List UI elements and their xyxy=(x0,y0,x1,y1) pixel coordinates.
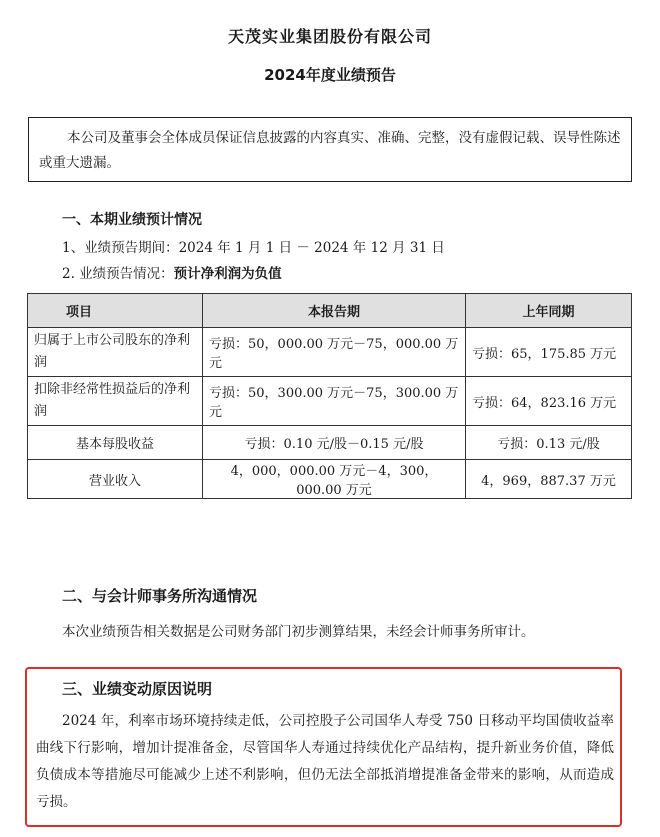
disclaimer-box xyxy=(28,117,632,182)
document-title: 2024年度业绩预告 xyxy=(264,66,396,84)
row-current: 4，000，000.00 万元－4，300，000.00 万元 xyxy=(203,460,466,499)
section3-heading: 三、业绩变动原因说明 xyxy=(62,680,213,698)
row-prior: 亏损：65，175.85 万元 xyxy=(466,328,632,377)
section3-text: 2024 年，利率市场环境持续走低，公司控股子公司国华人寿受 750 日移动平均国债收益率曲线下行影响，增加计提准备金，尽管国华人寿通过持续优化产品结构，提升新业务价值，降低负债成本等措施尽可能减少上述不利影响，但仍无法全部抵消增提准备金带来的影响，从而造成亏损。 xyxy=(36,713,614,810)
row-prior: 亏损：0.13 元/股 xyxy=(466,426,632,460)
row-item: 扣除非经常性损益后的净利润 xyxy=(28,377,203,426)
row-item: 基本每股收益 xyxy=(28,426,203,460)
section2-heading: 二、与会计师事务所沟通情况 xyxy=(62,587,258,605)
header-prior-period: 上年同期 xyxy=(466,294,632,328)
table-row xyxy=(28,426,632,460)
row-current: 亏损：0.10 元/股－0.15 元/股 xyxy=(203,426,466,460)
section1-heading: 一、本期业绩预计情况 xyxy=(62,212,202,228)
company-name: 天茂实业集团股份有限公司 xyxy=(227,27,432,46)
row-current: 亏损：50，300.00 万元－75，300.00 万元 xyxy=(203,377,466,426)
forecast-period: 1、业绩预告期间：2024 年 1 月 1 日 － 2024 年 12 月 31 日 xyxy=(62,240,445,256)
section3-paragraph xyxy=(36,708,614,816)
table-header-row xyxy=(28,294,632,328)
row-item: 营业收入 xyxy=(28,460,203,499)
row-prior: 4，969，887.37 万元 xyxy=(466,460,632,499)
disclaimer-text: 本公司及董事会全体成员保证信息披露的内容真实、准确、完整，没有虚假记载、误导性陈述或重大遗漏。 xyxy=(39,130,621,171)
table-row xyxy=(28,377,632,426)
forecast-situation-label: 2. 业绩预告情况： xyxy=(62,266,174,282)
performance-table xyxy=(27,293,632,499)
row-item: 归属于上市公司股东的净利润 xyxy=(28,328,203,377)
forecast-situation-value: 预计净利润为负值 xyxy=(173,266,282,282)
section2-text: 本次业绩预告相关数据是公司财务部门初步测算结果，未经会计师事务所审计。 xyxy=(62,624,535,640)
header-current-period: 本报告期 xyxy=(203,294,466,328)
row-prior: 亏损：64，823.16 万元 xyxy=(466,377,632,426)
table-row xyxy=(28,460,632,499)
row-current: 亏损：50，000.00 万元－75，000.00 万元 xyxy=(203,328,466,377)
table-row xyxy=(28,328,632,377)
header-item: 项目 xyxy=(28,294,203,328)
forecast-situation xyxy=(62,262,282,282)
